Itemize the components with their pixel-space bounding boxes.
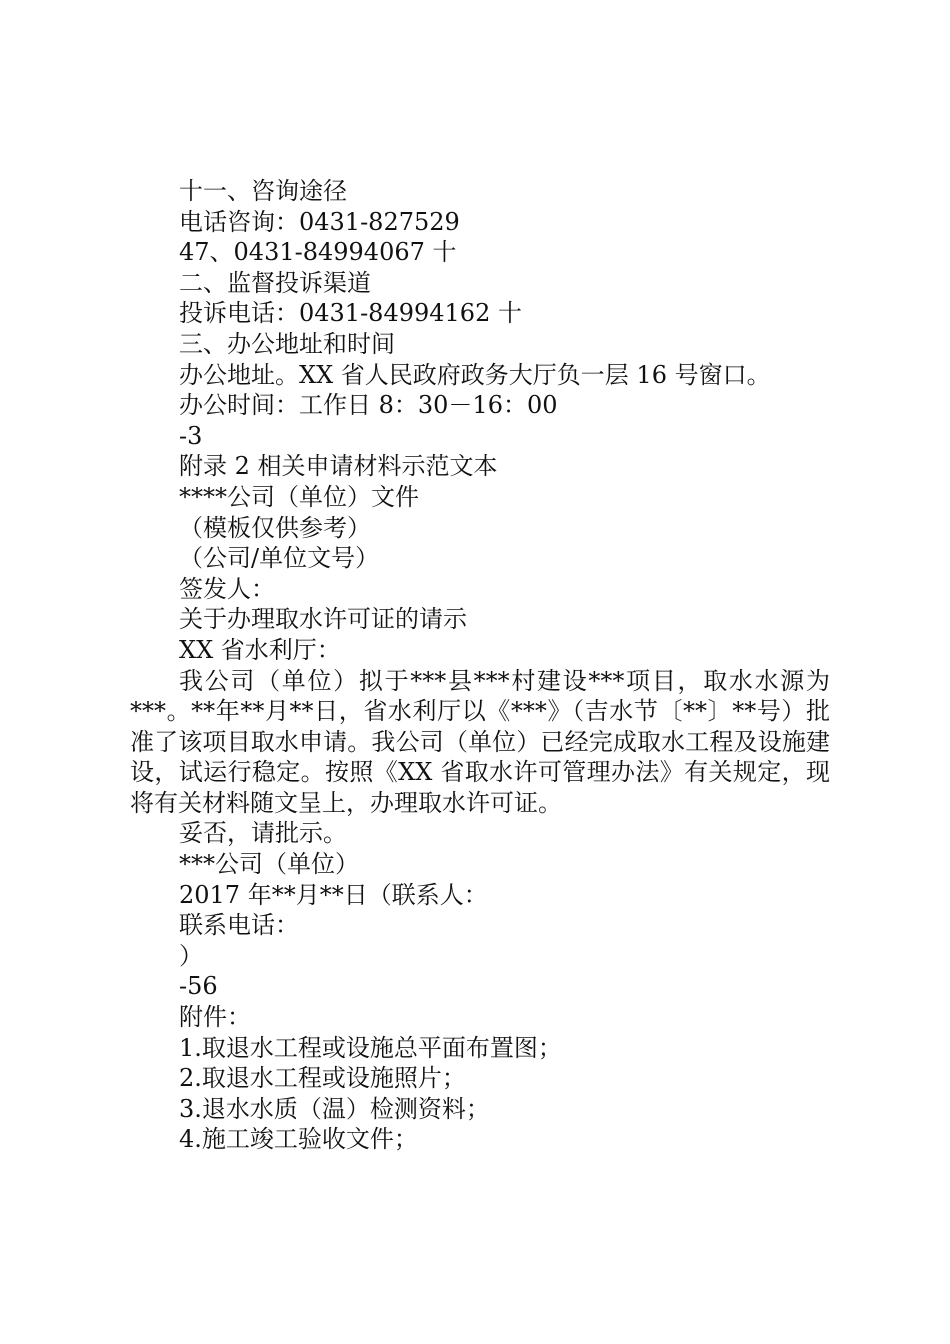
page-number-marker: -3: [179, 421, 203, 450]
company-document-title: ****公司（单位）文件: [179, 482, 419, 511]
attachment-item: 3.退水水质（温）检测资料；: [179, 1094, 490, 1123]
document-body: [130, 176, 830, 1155]
appendix-title: 附录 2 相关申请材料示范文本: [179, 452, 498, 481]
section-heading-consult: 十一、咨询途径: [179, 177, 347, 205]
attachment-item: 2.取退水工程或设施照片；: [179, 1064, 466, 1093]
section-heading-complaint: 二、监督投诉渠道: [179, 268, 371, 297]
complaint-phone-line: 投诉电话：0431-84994162 十: [179, 299, 522, 328]
approval-request-line: 妥否，请批示。: [179, 819, 347, 848]
office-hours-line: 办公时间：工作日 8：30－16：00: [179, 391, 558, 420]
template-note: （模板仅供参考）: [179, 513, 371, 542]
issuer-line: 签发人：: [179, 574, 275, 603]
contact-phone-line: 联系电话：: [179, 911, 299, 940]
signature-date-contact: 2017 年**月**日（联系人：: [179, 880, 488, 909]
phone-consult-line: 电话咨询：0431-827529: [179, 207, 460, 236]
attachments-heading: 附件：: [179, 1003, 251, 1032]
signature-company: ***公司（单位）: [179, 850, 359, 879]
attachment-item: 1.取退水工程或设施总平面布置图；: [179, 1033, 562, 1062]
document-number: （公司/单位文号）: [179, 544, 380, 573]
phone-consult-continued: 47、0431-84994067 十: [179, 238, 457, 267]
addressee-line: XX 省水利厅：: [179, 635, 341, 664]
closing-parenthesis: ）: [179, 941, 203, 970]
attachment-item: 4.施工竣工验收文件；: [179, 1125, 418, 1154]
office-address-line: 办公地址。XX 省人民政府政务大厅负一层 16 号窗口。: [179, 360, 771, 389]
request-title: 关于办理取水许可证的请示: [179, 605, 467, 634]
request-body-paragraph: 我公司（单位）拟于***县***村建设***项目，取水水源为***。**年**月**日，省水利厅以《***》（吉水节〔**〕**号）批准了该项目取水申请。我公司（单位）已经完成取水工程及设施建设，试运行稳定。按照《XX 省取水许可管理办法》有关规定，现将有关材料随文呈上，办理取水许可证。: [130, 666, 830, 817]
section-heading-office: 三、办公地址和时间: [179, 329, 395, 358]
page-number-marker-2: -56: [179, 972, 218, 1001]
